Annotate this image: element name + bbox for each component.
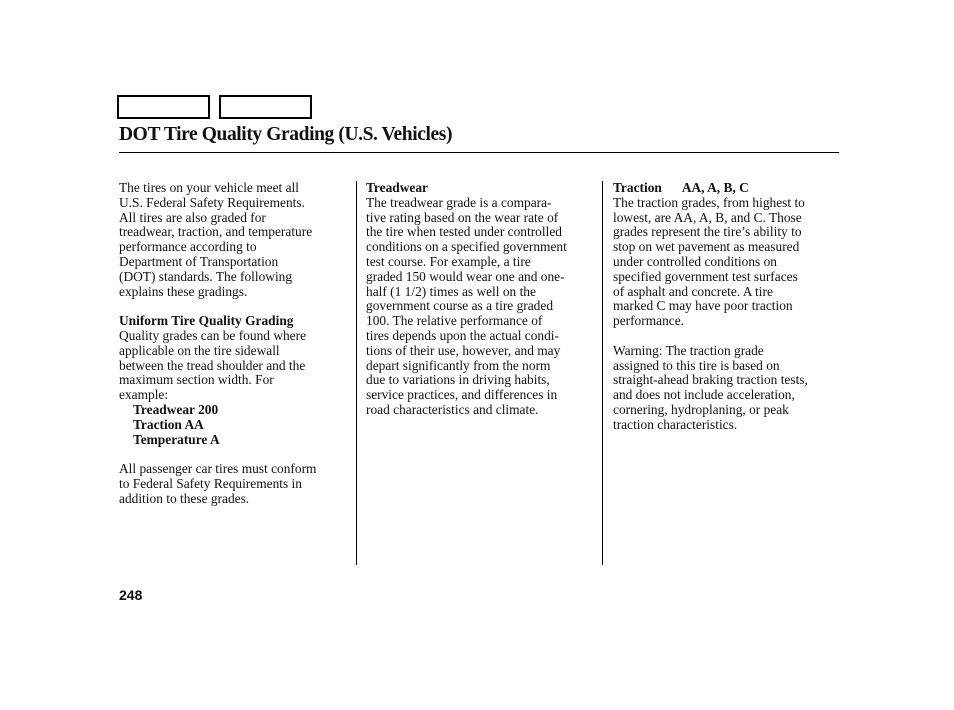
traction-heading-label: Traction bbox=[613, 180, 662, 195]
text-line: Quality grades can be found where bbox=[119, 327, 307, 343]
text-line: grades represent the tire’s ability to bbox=[613, 224, 802, 240]
column-2 bbox=[366, 181, 598, 418]
page-number: 248 bbox=[119, 587, 143, 603]
text-line: road characteristics and climate. bbox=[366, 401, 539, 417]
text-line: cornering, hydroplaning, or peak bbox=[613, 401, 789, 417]
text-line: 100. The relative performance of bbox=[366, 313, 543, 329]
text-line: example: bbox=[119, 387, 169, 403]
treadwear-heading: Treadwear bbox=[366, 180, 428, 195]
text-line: applicable on the tire sidewall bbox=[119, 342, 280, 358]
nav-button-1[interactable] bbox=[117, 95, 210, 119]
text-line: The treadwear grade is a compara- bbox=[366, 194, 552, 210]
text-line: treadwear, traction, and temperature bbox=[119, 224, 313, 240]
text-line: tires depends upon the actual condi- bbox=[366, 327, 559, 343]
example-grades bbox=[119, 403, 351, 447]
closing-paragraph bbox=[119, 462, 351, 506]
page-title: DOT Tire Quality Grading (U.S. Vehicles) bbox=[119, 124, 453, 145]
column-divider bbox=[602, 181, 603, 565]
text-line: due to variations in driving habits, bbox=[366, 372, 550, 388]
text-line: government course as a tire graded bbox=[366, 298, 554, 314]
text-line: the tire when tested under controlled bbox=[366, 224, 562, 240]
text-line: maximum section width. For bbox=[119, 372, 274, 388]
text-line: between the tread shoulder and the bbox=[119, 357, 306, 373]
text-line: The tires on your vehicle meet all bbox=[119, 180, 299, 195]
text-line: graded 150 would wear one and one- bbox=[366, 268, 565, 284]
text-line: half (1 1/2) times as well on the bbox=[366, 283, 536, 299]
warning-paragraph bbox=[613, 344, 845, 433]
utqg-paragraph bbox=[119, 329, 351, 403]
traction-heading-grades: AA, A, B, C bbox=[681, 180, 749, 195]
example-grade: Treadwear 200 bbox=[133, 401, 219, 417]
text-line: U.S. Federal Safety Requirements. bbox=[119, 194, 305, 210]
example-grade: Temperature A bbox=[133, 431, 220, 447]
nav-button-2[interactable] bbox=[219, 95, 312, 119]
text-line: to Federal Safety Requirements in bbox=[119, 475, 302, 491]
text-line: service practices, and differences in bbox=[366, 387, 558, 403]
text-line: (DOT) standards. The following bbox=[119, 268, 293, 284]
text-line: straight-ahead braking traction tests, bbox=[613, 372, 808, 388]
text-line: conditions on a specified government bbox=[366, 239, 567, 255]
title-rule bbox=[119, 152, 839, 153]
column-3 bbox=[613, 181, 845, 433]
text-line: performance. bbox=[613, 313, 685, 329]
traction-paragraph bbox=[613, 196, 845, 329]
utqg-heading: Uniform Tire Quality Grading bbox=[119, 313, 294, 329]
text-line: tive rating based on the wear rate of bbox=[366, 209, 559, 225]
text-line: and does not include acceleration, bbox=[613, 387, 795, 403]
text-line: assigned to this tire is based on bbox=[613, 357, 780, 373]
text-line: lowest, are AA, A, B, and C. Those bbox=[613, 209, 802, 225]
text-line: All tires are also graded for bbox=[119, 209, 266, 225]
text-line: addition to these grades. bbox=[119, 490, 250, 506]
text-line: of asphalt and concrete. A tire bbox=[613, 283, 773, 299]
column-divider bbox=[356, 181, 357, 565]
text-line: traction characteristics. bbox=[613, 416, 738, 432]
text-line: The traction grades, from highest to bbox=[613, 194, 805, 210]
traction-heading bbox=[613, 181, 845, 196]
text-line: All passenger car tires must conform bbox=[119, 461, 317, 477]
text-line: Department of Transportation bbox=[119, 253, 279, 269]
text-line: depart significantly from the norm bbox=[366, 357, 551, 373]
text-line: stop on wet pavement as measured bbox=[613, 239, 800, 255]
text-line: tions of their use, however, and may bbox=[366, 342, 561, 358]
treadwear-paragraph bbox=[366, 196, 598, 418]
text-line: performance according to bbox=[119, 239, 257, 255]
text-line: Warning: The traction grade bbox=[613, 342, 764, 358]
column-1 bbox=[119, 181, 351, 507]
text-line: test course. For example, a tire bbox=[366, 253, 531, 269]
text-line: under controlled conditions on bbox=[613, 253, 778, 269]
text-line: specified government test surfaces bbox=[613, 268, 798, 284]
intro-paragraph bbox=[119, 181, 351, 299]
text-line: marked C may have poor traction bbox=[613, 298, 793, 314]
example-grade: Traction AA bbox=[133, 416, 204, 432]
text-line: explains these gradings. bbox=[119, 283, 248, 299]
